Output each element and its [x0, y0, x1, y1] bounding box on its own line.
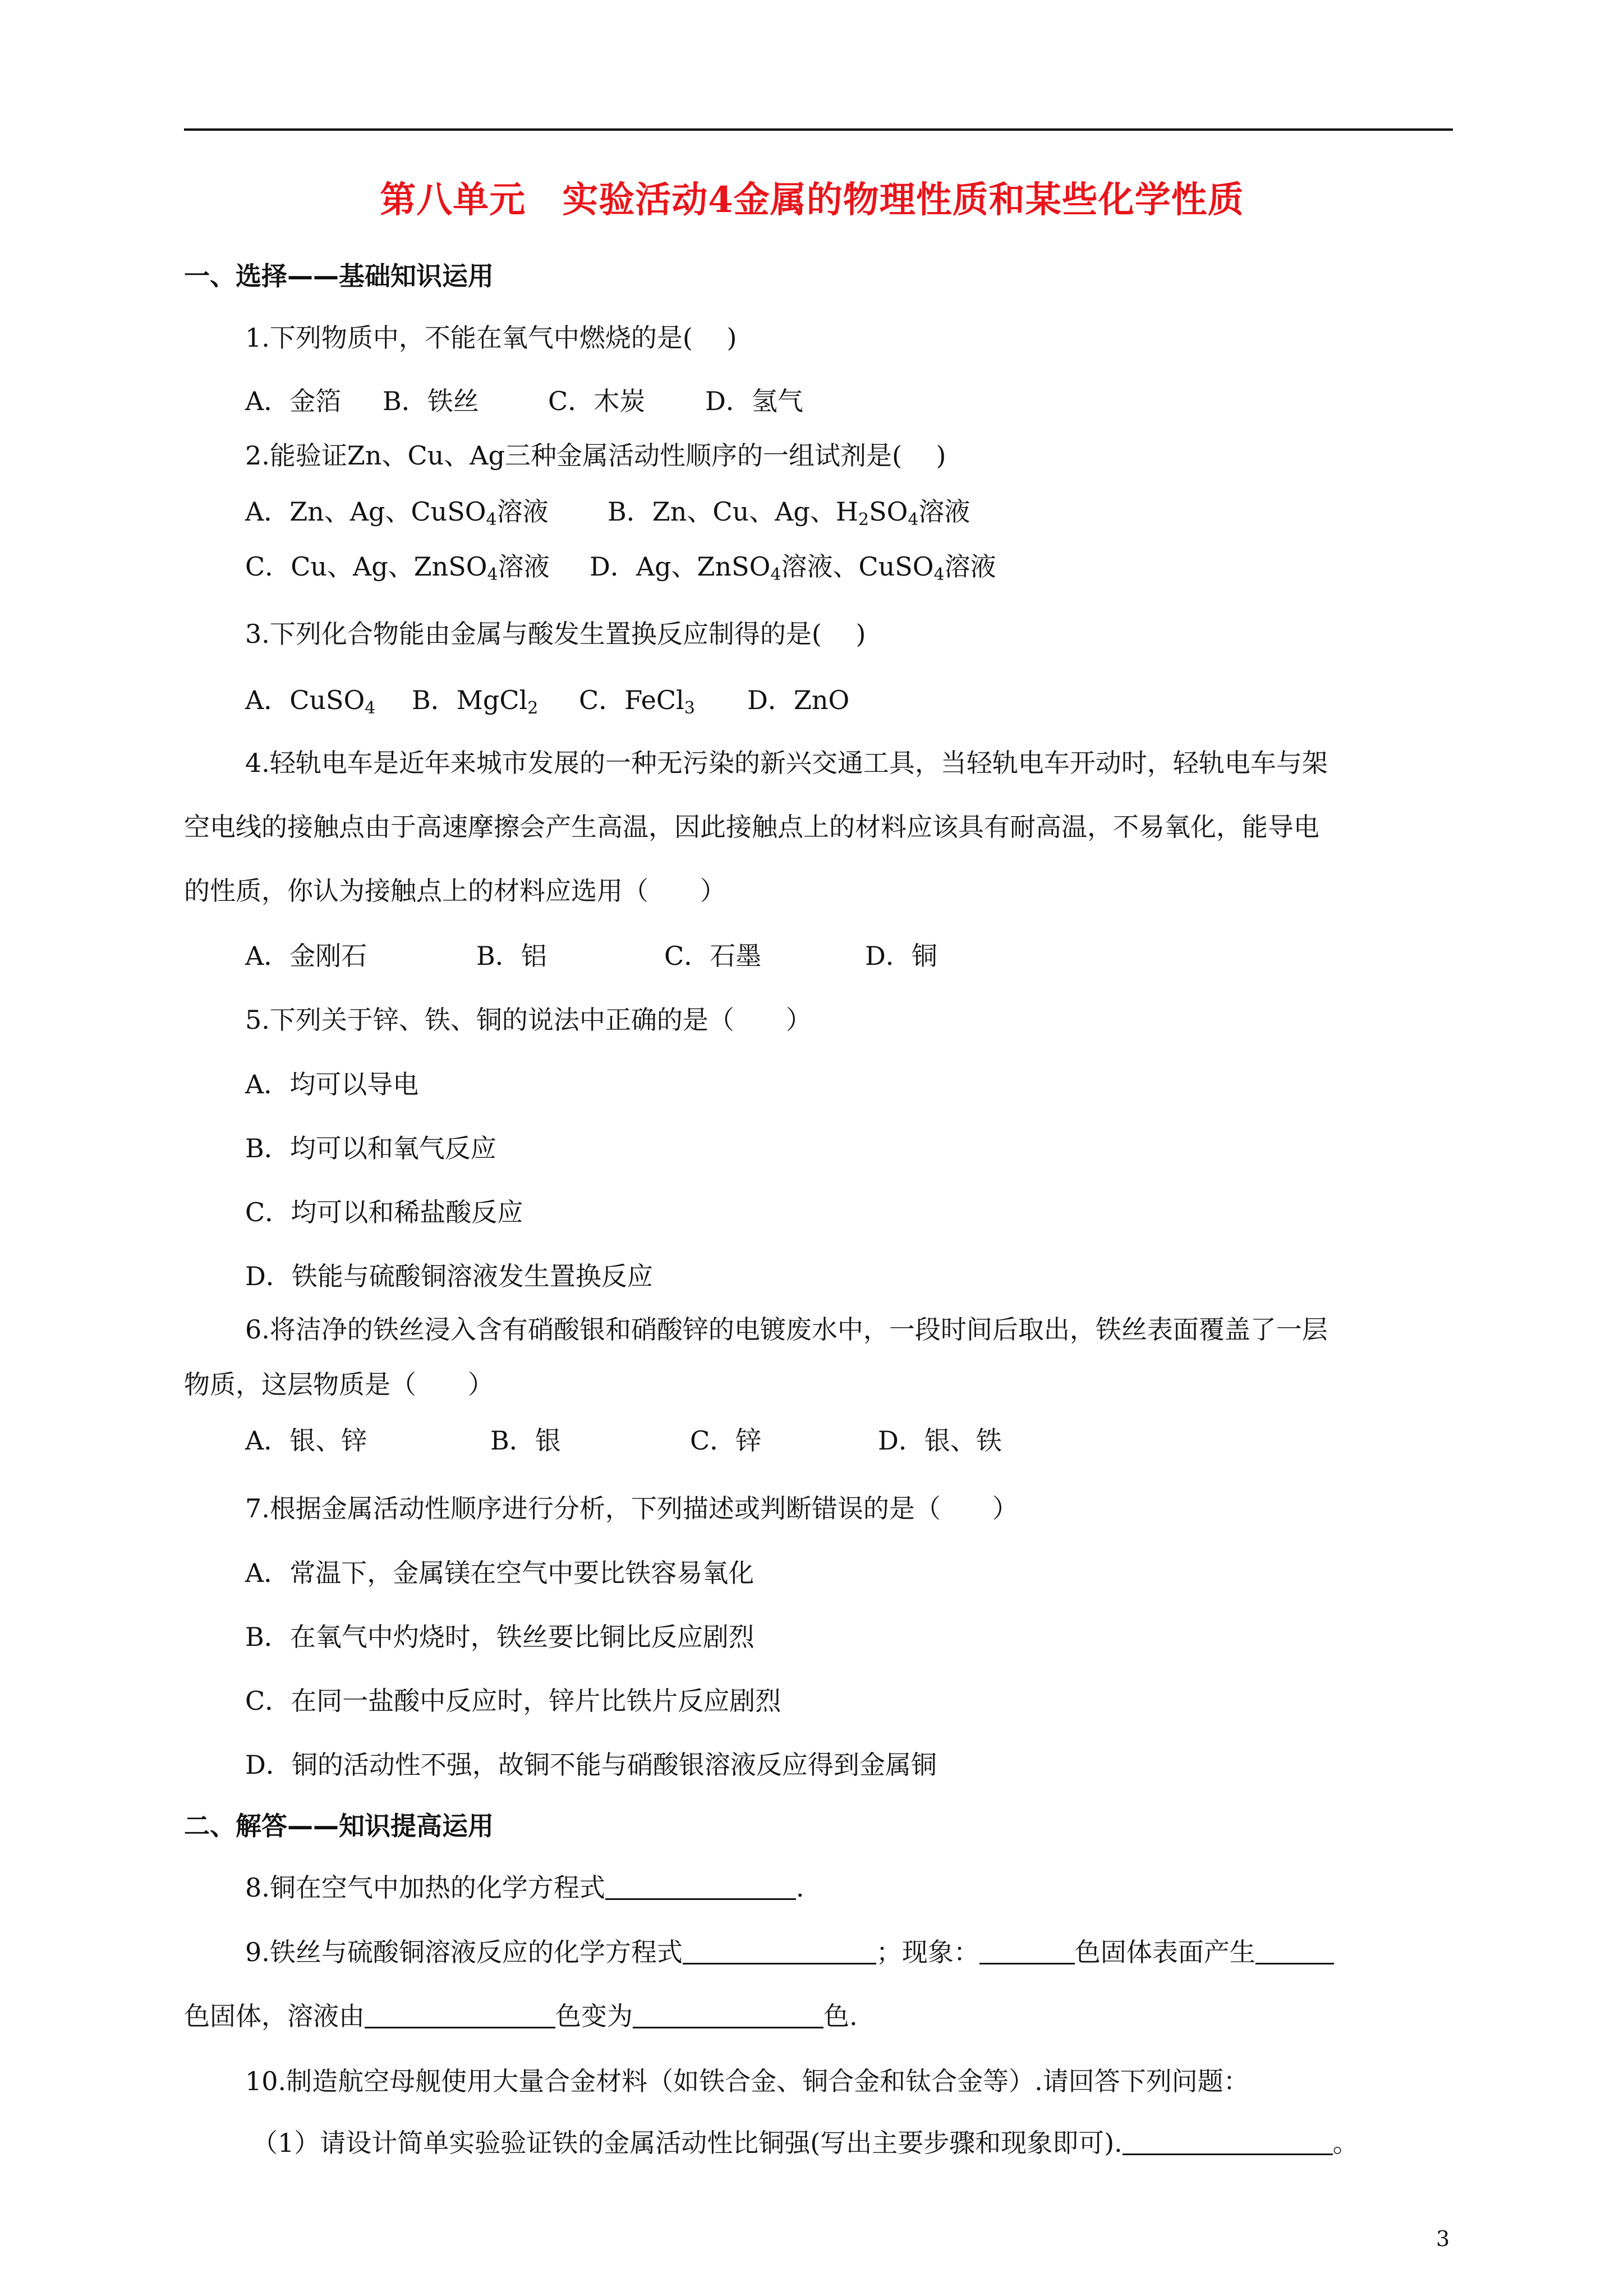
- question-7-option-a: A．常温下，金属镁在空气中要比铁容易氧化: [245, 1558, 755, 1588]
- option-b: B．MgCl$_2$: [412, 685, 539, 718]
- question-4-stem-line-2: 空电线的接触点由于高速摩擦会产生高温，因此接触点上的材料应该具有耐高温，不易氧化，能导电: [184, 812, 1319, 842]
- option-b: B．银: [490, 1425, 561, 1456]
- question-7-option-b: B．在氧气中灼烧时，铁丝要比铜比反应剧烈: [245, 1622, 755, 1652]
- question-2-options-row-1: [245, 495, 970, 528]
- answer-blank: [365, 2002, 555, 2028]
- page-title: 第八单元 实验活动4金属的物理性质和某些化学性质: [380, 179, 1244, 221]
- question-9-line-1: 9.铁丝与硫酸铜溶液反应的化学方程式 ；现象： 色固体表面产生: [245, 1935, 1334, 1969]
- question-5-stem: 5.下列关于锌、铁、铜的说法中正确的是（ ）: [245, 1005, 812, 1035]
- option-c: C．Cu、Ag、ZnSO$_4$溶液: [245, 551, 550, 585]
- answer-blank: [683, 1938, 876, 1964]
- question-10-sub-1: （1）请设计简单实验验证铁的金属活动性比铜强(写出主要步骤和现象即可). 。: [252, 2128, 1359, 2158]
- question-5-option-b: B．均可以和氧气反应: [245, 1133, 496, 1163]
- option-a: A．Zn、Ag、CuSO$_4$溶液: [245, 496, 549, 530]
- option-d: D．氢气: [705, 386, 803, 416]
- question-1-options: [245, 384, 803, 418]
- question-6-stem-line-1: 6.将洁净的铁丝浸入含有硝酸银和硝酸锌的电镀废水中，一段时间后取出，铁丝表面覆盖了一层: [245, 1314, 1328, 1345]
- question-6-options: [245, 1424, 1002, 1457]
- option-a: A．CuSO$_4$: [245, 685, 376, 718]
- option-d: D．Ag、ZnSO$_4$溶液、CuSO$_4$溶液: [590, 551, 996, 585]
- question-10-stem: 10.制造航空母舰使用大量合金材料（如铁合金、铜合金和钛合金等）.请回答下列问题：: [245, 2066, 1249, 2096]
- question-5-option-a: A．均可以导电: [245, 1069, 419, 1099]
- option-a: A．银、锌: [245, 1425, 367, 1456]
- answer-blank: [633, 2002, 823, 2028]
- question-2-stem: 2.能验证Zn、Cu、Ag三种金属活动性顺序的一组试剂是( ): [245, 440, 946, 471]
- page-number: 3: [1436, 2226, 1450, 2251]
- answer-blank: [1255, 1938, 1334, 1964]
- question-4-stem-line-1: 4.轻轨电车是近年来城市发展的一种无污染的新兴交通工具，当轻轨电车开动时，轻轨电车与架: [245, 748, 1328, 778]
- option-c: C．木炭: [548, 386, 646, 416]
- question-5-option-c: C．均可以和稀盐酸反应: [245, 1197, 523, 1227]
- section-heading-answer: 二、解答——知识提高运用: [184, 1811, 494, 1841]
- header-rule: [184, 128, 1453, 131]
- question-3-stem: 3.下列化合物能由金属与酸发生置换反应制得的是( ): [245, 619, 866, 649]
- question-5-option-d: D．铁能与硫酸铜溶液发生置换反应: [245, 1261, 653, 1291]
- question-9-line-2: 色固体，溶液由 色变为 色.: [184, 2001, 858, 2031]
- question-2-options-row-2: [245, 550, 996, 583]
- option-c: C．锌: [690, 1425, 762, 1456]
- question-7-option-c: C．在同一盐酸中反应时，锌片比铁片反应剧烈: [245, 1686, 781, 1716]
- question-7-option-d: D．铜的活动性不强，故铜不能与硝酸银溶液反应得到金属铜: [245, 1750, 937, 1780]
- question-8: 8.铜在空气中加热的化学方程式 .: [245, 1872, 804, 1903]
- option-b: B．Zn、Cu、Ag、$H_2SO_4$溶液: [608, 496, 970, 530]
- option-a: A．金刚石: [245, 941, 367, 971]
- option-d: D．ZnO: [747, 685, 850, 715]
- option-a: A．金箔: [245, 386, 342, 416]
- option-d: D．银、铁: [878, 1425, 1002, 1456]
- option-b: B．铁丝: [383, 386, 479, 416]
- question-1-stem: 1.下列物质中，不能在氧气中燃烧的是( ): [245, 323, 737, 353]
- section-heading-choice: 一、选择——基础知识运用: [184, 261, 494, 291]
- question-4-stem-line-3: 的性质，你认为接触点上的材料应选用（ ）: [184, 876, 726, 906]
- option-d: D．铜: [865, 941, 937, 971]
- option-c: C．FeCl$_3$: [579, 685, 695, 718]
- question-7-stem: 7.根据金属活动性顺序进行分析，下列描述或判断错误的是（ ）: [245, 1493, 1018, 1524]
- question-3-options: [245, 683, 849, 717]
- option-c: C．石墨: [664, 941, 762, 971]
- option-b: B．铝: [476, 941, 547, 971]
- question-4-options: [245, 939, 937, 973]
- answer-blank: [979, 1938, 1075, 1964]
- answer-blank: [605, 1874, 796, 1900]
- question-6-stem-line-2: 物质，这层物质是（ ）: [184, 1369, 494, 1400]
- answer-blank: [1122, 2129, 1333, 2155]
